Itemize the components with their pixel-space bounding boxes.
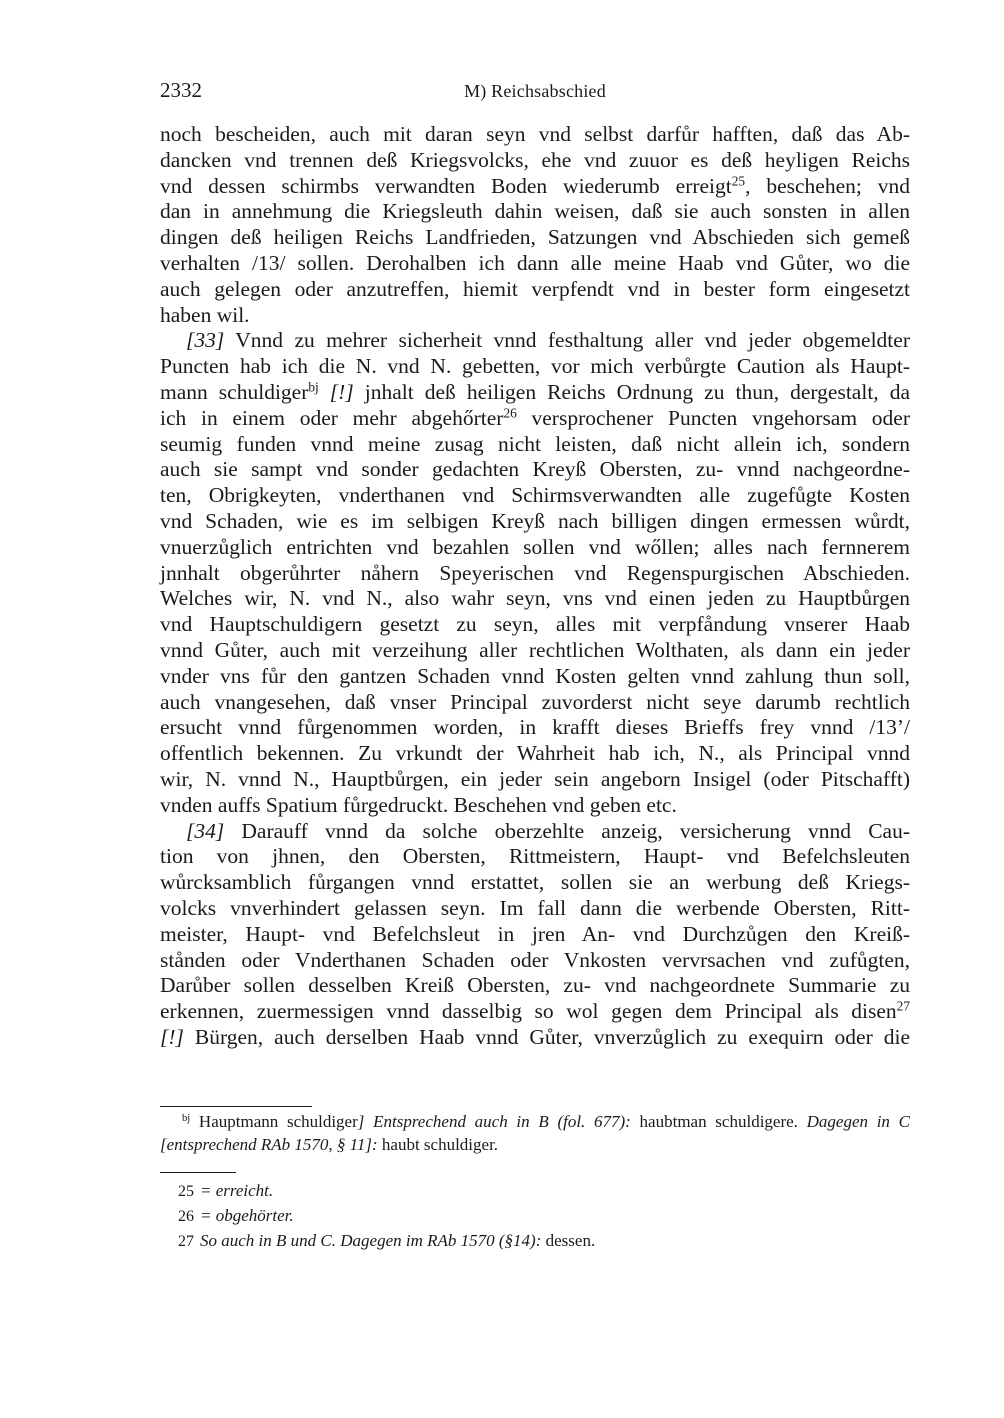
apparatus-ref-bj: bj [308, 379, 319, 395]
footnote-number: 26 [178, 1208, 194, 1225]
text-span: versprochener Puncten vngehorsam oder [516, 405, 910, 430]
page-number: 2332 [160, 78, 202, 102]
text-line: Puncten hab ich die N. vnd N. gebetten, vor mich verbůrgte Caution als Haupt- [160, 354, 910, 379]
text-line [160, 174, 910, 200]
apparatus-siglum-wrap [160, 1110, 190, 1133]
text-line: stånden oder Vnderthanen Schaden oder Vnkosten vervrsachen vnd zufůgten, [160, 947, 910, 972]
text-line [160, 406, 910, 432]
text-line: volcks vnverhindert gelassen seyn. Im fall dann die werbende Obersten, Ritt- [160, 895, 910, 920]
text-line [160, 999, 910, 1025]
footnote-ref-25: 25 [731, 173, 746, 189]
text-line: offentlich bekennen. Zu vrkundt der Wahrheit hab ich, N., als Principal vnnd [160, 741, 910, 766]
text-line: dancken vnd trennen deß Kriegsvolcks, ehe vnd zuuor es deß heyligen Reichs [160, 147, 910, 172]
apparatus-siglum: bj [182, 1113, 191, 1125]
text-line [160, 328, 910, 354]
text-line: auch gelegen oder anzutreffen, hiemit verpfendt vnd in bester form eingesetzt [160, 276, 910, 301]
apparatus-lemma: Hauptmann schuldiger [198, 1112, 358, 1131]
footnote-27 [160, 1230, 910, 1253]
running-head: M) Reichsabschied [464, 81, 606, 101]
text-span: jnhalt deß heiligen Reichs Ordnung zu thun, dergestalt, da [353, 379, 911, 404]
text-line: vnden auffs Spatium fůrgedruckt. Beschehen vnd geben etc. [160, 792, 677, 817]
text-line [160, 819, 910, 845]
footnote-text: So auch in B und C. Dagegen im RAb 1570 (§14): [200, 1231, 542, 1250]
main-text [160, 122, 910, 1051]
apparatus-reading: haubtman schuldigere. [630, 1112, 807, 1131]
page-header [160, 78, 910, 108]
text-line: dingen deß heiligen Reichs Landfrieden, Satzungen vnd Abschieden sich gemeß [160, 225, 910, 250]
footnote-text: = erreicht. [200, 1181, 274, 1200]
text-line: verhalten /13/ sollen. Derohalben ich dann alle meine Haab vnd Gůter, wo die [160, 250, 910, 275]
text-line: haben wil. [160, 302, 250, 327]
text-span: vnd dessen schirmbs verwandten Boden wiederumb erreigt [160, 173, 732, 198]
text-span: Darauff vnnd da solche oberzehlte anzeig, versicherung vnnd Cau- [224, 818, 910, 843]
footnote-ref-26: 26 [503, 405, 517, 421]
apparatus-comment: Dagegen in C [entsprechend RAb 1570, § 11]: [160, 1112, 910, 1154]
footnote-text: = obgehörter. [200, 1206, 294, 1225]
footnote-26 [160, 1205, 910, 1228]
text-line: vnd Schaden, wie es im selbigen Kreyß nach billigen dingen ermessen wůrdt, [160, 508, 910, 533]
text-line: vnuerzůglich entrichten vnd bezahlen sollen vnd wőllen; alles nach fernnerem [160, 534, 910, 559]
paragraph-1 [160, 122, 910, 328]
text-line: ten, Obrigkeyten, vnderthanen vnd Schirmsverwandten alle zugefůgte Kosten [160, 483, 910, 508]
text-span: erkennen, zuermessigen vnnd dasselbig so wol gegen dem Principal als disen [160, 999, 897, 1024]
text-line: tion von jhnen, den Obersten, Rittmeistern, Haupt- vnd Befelchsleuten [160, 844, 910, 869]
editorial-mark: [!] [160, 1024, 184, 1049]
text-span: mann schuldiger [160, 379, 309, 404]
text-line: vnd Hauptschuldigern gesetzt zu seyn, alles mit verpfåndung vnserer Haab [160, 612, 910, 637]
text-line: wůrcksamblich fůrgangen vnnd erstattet, sollen sie an werbung deß Kriegs- [160, 870, 910, 895]
text-line [160, 380, 910, 406]
apparatus-bracket: ] [357, 1112, 365, 1131]
text-span: Bürgen, auch derselben Haab vnnd Gůter, vnverzůglich zu exequirn oder die [183, 1024, 910, 1049]
text-line: vnder vns fůr den gantzen Schaden vnnd Kosten gelten vnnd zahlung thun soll, [160, 663, 910, 688]
text-line [160, 1025, 910, 1051]
apparatus-comment: Entsprechend auch in B (fol. 677): [364, 1112, 631, 1131]
footnote-ref-27: 27 [896, 998, 910, 1014]
text-line: jnnhalt obgerůhrter nåhern Speyerischen vnd Regenspurgischen Abschieden. [160, 560, 910, 585]
paragraph-34 [160, 819, 910, 1051]
apparatus-reading: haubt schuldiger. [377, 1135, 499, 1154]
editorial-mark: [!] [329, 379, 354, 404]
apparatus-divider [160, 1106, 312, 1107]
text-line: meister, Haupt- vnd Befelchsleut in jren An- vnd Durchzůgen den Kreiß- [160, 921, 910, 946]
text-span: , beschehen; vnd [745, 173, 910, 198]
footnote-text-rest: dessen. [541, 1231, 596, 1250]
section-marker-33: [33] [186, 328, 225, 353]
text-line: seumig funden vnnd meine zusag nicht leisten, daß nicht allein ich, sondern [160, 431, 910, 456]
text-line: auch vnangesehen, daß vnser Principal zuvorderst nicht seye darumb rechtlich [160, 689, 910, 714]
text-line: Darůber sollen desselben Kreiß Obersten, zu- vnd nachgeordnete Summarie zu [160, 973, 910, 998]
section-marker-34: [34] [186, 818, 225, 843]
text-line: dan in annehmung die Kriegsleuth dahin weisen, daß sie auch sonsten in allen [160, 199, 910, 224]
text-span: Vnnd zu mehrer sicherheit vnnd festhaltung aller vnd jeder obgemeldter [224, 328, 910, 353]
footnote-25 [160, 1180, 910, 1203]
paragraph-33 [160, 328, 910, 818]
text-line: auch sie sampt vnd sonder gedachten Kreyß Obersten, zu- vnnd nachgeordne- [160, 457, 910, 482]
footnote-divider [160, 1172, 236, 1173]
footnote-number: 25 [178, 1183, 194, 1200]
text-line: wir, N. vnnd N., Hauptbůrgen, ein jeder sein angeborn Insigel (oder Pitschafft) [160, 766, 910, 791]
text-line: ersucht vnnd fůrgenommen worden, in krafft dieses Brieffs frey vnnd /13’/ [160, 715, 910, 740]
text-line: Welches wir, N. vnd N., also wahr seyn, vns vnd einen jeden zu Hauptbůrgen [160, 586, 910, 611]
text-line: noch bescheiden, auch mit daran seyn vnd selbst darfůr hafften, daß das Ab- [160, 122, 910, 146]
text-span: ich in einem oder mehr abgehőrter [160, 405, 504, 430]
text-line: vnnd Gůter, auch mit verzeihung aller rechtlichen Wolthaten, als dann ein jeder [160, 637, 910, 662]
critical-apparatus-note [160, 1110, 910, 1156]
footnote-number: 27 [178, 1233, 194, 1250]
